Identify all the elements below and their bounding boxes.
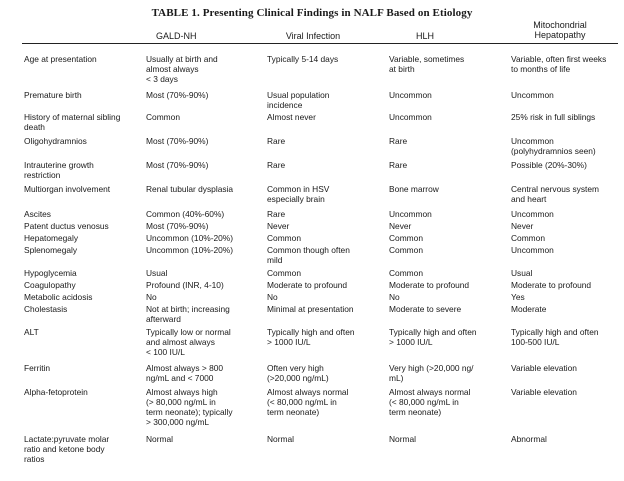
table-cell: Normal <box>267 434 294 444</box>
row-label: Metabolic acidosis <box>24 292 93 302</box>
row-label: Coagulopathy <box>24 280 76 290</box>
table-cell: Minimal at presentation <box>267 304 354 314</box>
table-cell: Bone marrow <box>389 184 439 194</box>
table-cell: Almost always normal (< 80,000 ng/mL in term neonate) <box>267 387 349 417</box>
row-label: Splenomegaly <box>24 245 78 255</box>
table-cell: Almost never <box>267 112 316 122</box>
table-cell: Almost always > 800 ng/mL and < 7000 <box>146 363 224 383</box>
table-cell: Uncommon <box>511 90 554 100</box>
row-label: Age at presentation <box>24 54 97 64</box>
table-cell: Very high (>20,000 ng/ mL) <box>389 363 474 383</box>
row-label: Patent ductus venosus <box>24 221 109 231</box>
table-cell: Uncommon <box>389 209 432 219</box>
table-cell: Rare <box>389 136 408 146</box>
table-cell: No <box>389 292 400 302</box>
row-label: Cholestasis <box>24 304 68 314</box>
table-cell: Variable, sometimes at birth <box>389 54 465 74</box>
table-cell: Uncommon <box>511 245 554 255</box>
table-cell: Abnormal <box>511 434 547 444</box>
table-cell: Renal tubular dysplasia <box>146 184 234 194</box>
table-cell: Uncommon <box>389 90 432 100</box>
header-mitochondrial-hepatopathy: Mitochondrial Hepatopathy <box>533 20 587 40</box>
table-cell: Typically low or normal and almost always < 100 IU/L <box>146 327 231 357</box>
table-cell: Often very high (>20,000 ng/mL) <box>267 363 329 383</box>
table-cell: Rare <box>267 160 286 170</box>
table-cell: Moderate to severe <box>389 304 462 314</box>
table-cell: Never <box>389 221 412 231</box>
table-cell: Typically high and often > 1000 IU/L <box>389 327 477 347</box>
table-cell: Almost always normal (< 80,000 ng/mL in term neonate) <box>389 387 471 417</box>
row-label: Premature birth <box>24 90 82 100</box>
table-cell: Variable elevation <box>511 363 577 373</box>
table-cell: Common <box>267 268 301 278</box>
table-cell: Moderate to profound <box>389 280 470 290</box>
table-title: TABLE 1. Presenting Clinical Findings in NALF Based on Etiology <box>151 7 473 19</box>
table-cell: Uncommon (polyhydramnios seen) <box>511 136 596 156</box>
table-cell: Usually at birth and almost always < 3 days <box>146 54 218 84</box>
table-cell: Most (70%-90%) <box>146 221 209 231</box>
table-cell: Usual <box>146 268 168 278</box>
table-cell: Variable elevation <box>511 387 577 397</box>
table-cell: Almost always high (> 80,000 ng/mL in term neonate); typically > 300,000 ng/mL <box>146 387 233 427</box>
header-rule <box>22 43 618 44</box>
row-label: Alpha-fetoprotein <box>24 387 88 397</box>
table-cell: Uncommon (10%-20%) <box>146 245 234 255</box>
table-cell: Most (70%-90%) <box>146 160 209 170</box>
header-gald-nh: GALD-NH <box>156 31 197 41</box>
table-cell: Common <box>146 112 180 122</box>
row-label: Lactate:pyruvate molar ratio and ketone body ratios <box>24 434 110 464</box>
table-cell: Central nervous system and heart <box>511 184 599 204</box>
table-cell: Usual <box>511 268 533 278</box>
table-cell: Possible (20%-30%) <box>511 160 587 170</box>
table-cell: No <box>146 292 157 302</box>
row-label: Multiorgan involvement <box>24 184 111 194</box>
table-cell: Moderate to profound <box>511 280 592 290</box>
table-cell: Most (70%-90%) <box>146 90 209 100</box>
table-cell: Normal <box>146 434 173 444</box>
table-cell: Common <box>389 268 423 278</box>
row-label: ALT <box>24 327 39 337</box>
table-cell: Most (70%-90%) <box>146 136 209 146</box>
table-cell: Typically high and often 100-500 IU/L <box>511 327 599 347</box>
table-cell: 25% risk in full siblings <box>511 112 596 122</box>
row-label: Ferritin <box>24 363 51 373</box>
table-cell: Rare <box>267 136 286 146</box>
header-hlh: HLH <box>415 31 434 41</box>
table-cell: Profound (INR, 4-10) <box>146 280 224 290</box>
table-cell: Uncommon (10%-20%) <box>146 233 234 243</box>
table-cell: Usual population incidence <box>267 90 330 110</box>
table-cell: Normal <box>389 434 416 444</box>
table-cell: Never <box>511 221 534 231</box>
table-cell: Rare <box>267 209 286 219</box>
table-cell: Moderate to profound <box>267 280 348 290</box>
table-cell: Never <box>267 221 290 231</box>
table-cell: No <box>267 292 278 302</box>
table-cell: Yes <box>511 292 525 302</box>
table-cell: Common <box>389 245 423 255</box>
table-cell: Common <box>511 233 545 243</box>
header-viral-infection: Viral Infection <box>285 31 341 41</box>
table-cell: Uncommon <box>511 209 554 219</box>
table-cell: Variable, often first weeks to months of life <box>511 54 607 74</box>
table-cell: Common though often mild <box>267 245 350 265</box>
table-cell: Typically 5-14 days <box>267 54 339 64</box>
table-cell: Not at birth; increasing afterward <box>146 304 230 324</box>
table-cell: Rare <box>389 160 408 170</box>
row-label: Ascites <box>24 209 51 219</box>
table-cell: Common <box>389 233 423 243</box>
row-label: Intrauterine growth restriction <box>24 160 94 180</box>
row-label: Oligohydramnios <box>24 136 87 146</box>
table-cell: Typically high and often > 1000 IU/L <box>267 327 355 347</box>
table-cell: Common (40%-60%) <box>146 209 225 219</box>
table-cell: Moderate <box>511 304 547 314</box>
row-label: Hepatomegaly <box>24 233 79 243</box>
row-label: Hypoglycemia <box>24 268 77 278</box>
table-cell: Uncommon <box>389 112 432 122</box>
table-cell: Common in HSV especially brain <box>267 184 330 204</box>
row-label: History of maternal sibling death <box>24 112 121 132</box>
table-cell: Common <box>267 233 301 243</box>
